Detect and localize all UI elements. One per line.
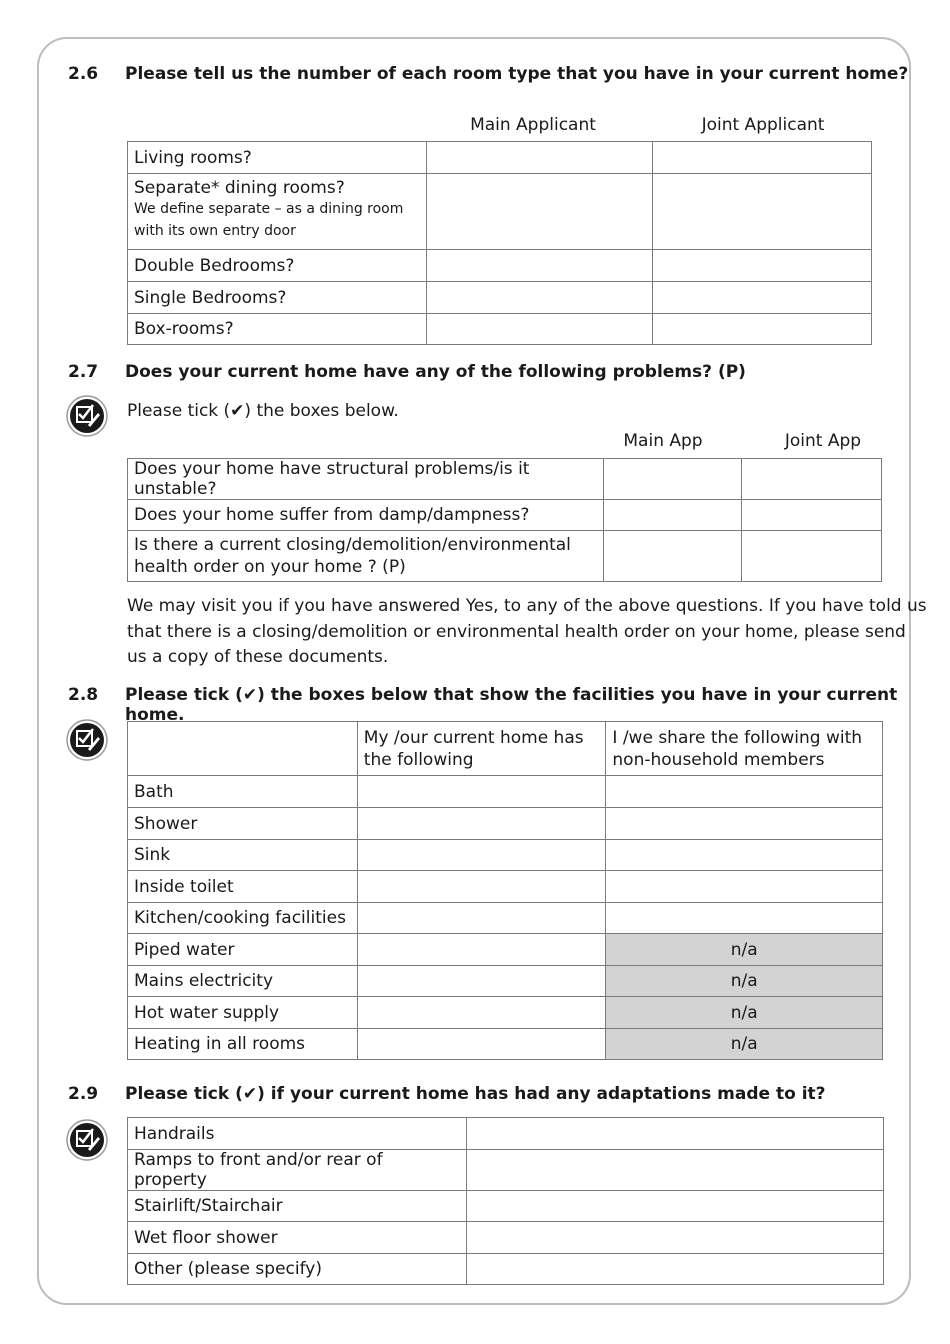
table-row <box>128 500 882 531</box>
table-row <box>128 250 872 282</box>
main-app-header: Main App <box>623 431 703 451</box>
kitchen-has-checkbox[interactable] <box>357 903 606 934</box>
joint-app-header: Joint App <box>784 431 862 451</box>
row-label: Hot water supply <box>128 997 358 1029</box>
section-2-8-title: Please tick (✔) the boxes below that show the facilities you have in your current home. <box>125 685 898 725</box>
joint-damp-checkbox[interactable] <box>742 500 882 531</box>
row-label: Stairlift/Stairchair <box>128 1191 467 1222</box>
main-closing-order-checkbox[interactable] <box>603 531 742 582</box>
section-2-9-title: Please tick (✔) if your current home has had any adaptations made to it? <box>125 1084 826 1104</box>
table-row <box>128 776 883 808</box>
joint-double-bedrooms-input[interactable] <box>653 250 872 282</box>
table-row <box>128 997 883 1029</box>
inside-toilet-has-checkbox[interactable] <box>357 871 606 903</box>
separate-note-line-2: with its own entry door <box>134 223 296 239</box>
header-line-1: I /we share the following with <box>612 727 863 748</box>
header-line-2: non-household members <box>612 749 825 770</box>
main-structural-checkbox[interactable] <box>603 459 742 500</box>
joint-applicant-header: Joint Applicant <box>701 115 825 135</box>
row-label: Piped water <box>128 934 358 966</box>
row-label: Double Bedrooms? <box>128 250 427 282</box>
table-row <box>128 531 882 582</box>
share-with-header <box>606 722 883 776</box>
table-row <box>128 966 883 997</box>
joint-dining-rooms-input[interactable] <box>653 174 872 250</box>
table-row <box>128 459 882 500</box>
kitchen-share-checkbox[interactable] <box>606 903 883 934</box>
table-row <box>128 142 872 174</box>
section-2-9-number: 2.9 <box>68 1084 99 1104</box>
bath-has-checkbox[interactable] <box>357 776 606 808</box>
visit-note-line-2: that there is a closing/demolition or environmental health order on your home, please send <box>127 621 906 642</box>
visit-note <box>127 594 927 671</box>
ramps-checkbox[interactable] <box>466 1150 883 1191</box>
main-applicant-header: Main Applicant <box>470 115 596 135</box>
tick-form-icon <box>66 395 108 437</box>
row-label: Heating in all rooms <box>128 1029 358 1060</box>
shower-has-checkbox[interactable] <box>357 808 606 840</box>
section-2-6-title: Please tell us the number of each room type that you have in your current home? <box>125 64 909 84</box>
main-living-rooms-input[interactable] <box>426 142 653 174</box>
table-row <box>128 314 872 345</box>
row-label: Mains electricity <box>128 966 358 997</box>
row-label: Shower <box>128 808 358 840</box>
main-single-bedrooms-input[interactable] <box>426 282 653 314</box>
na-cell: n/a <box>606 966 883 997</box>
row-label-line-1: Is there a current closing/demolition/environmental <box>134 535 571 555</box>
sink-has-checkbox[interactable] <box>357 840 606 871</box>
joint-closing-order-checkbox[interactable] <box>742 531 882 582</box>
row-label: Single Bedrooms? <box>128 282 427 314</box>
row-label: Wet floor shower <box>128 1222 467 1254</box>
other-specify-input[interactable] <box>466 1254 883 1285</box>
table-row <box>128 808 883 840</box>
table-row <box>128 1254 884 1285</box>
adaptations-table <box>127 1117 884 1285</box>
row-label: Ramps to front and/or rear of property <box>128 1150 467 1191</box>
tick-instruction: Please tick (✔) the boxes below. <box>127 401 399 421</box>
joint-box-rooms-input[interactable] <box>653 314 872 345</box>
shower-share-checkbox[interactable] <box>606 808 883 840</box>
table-row <box>128 282 872 314</box>
section-2-7-number: 2.7 <box>68 362 99 382</box>
row-label: Sink <box>128 840 358 871</box>
row-label-separate-dining <box>128 174 427 250</box>
separate-note-line-1: We define separate – as a dining room <box>134 201 404 217</box>
heating-has-checkbox[interactable] <box>357 1029 606 1060</box>
row-label: Other (please specify) <box>128 1254 467 1285</box>
main-box-rooms-input[interactable] <box>426 314 653 345</box>
room-count-table <box>127 141 872 345</box>
table-row <box>128 840 883 871</box>
table-header-row <box>128 722 883 776</box>
joint-structural-checkbox[interactable] <box>742 459 882 500</box>
current-home-has-header <box>357 722 606 776</box>
handrails-checkbox[interactable] <box>466 1118 883 1150</box>
tick-form-icon <box>66 1119 108 1161</box>
row-label: Does your home suffer from damp/dampness? <box>128 500 604 531</box>
bath-share-checkbox[interactable] <box>606 776 883 808</box>
joint-single-bedrooms-input[interactable] <box>653 282 872 314</box>
facilities-table <box>127 721 883 1060</box>
joint-living-rooms-input[interactable] <box>653 142 872 174</box>
main-double-bedrooms-input[interactable] <box>426 250 653 282</box>
hot-water-has-checkbox[interactable] <box>357 997 606 1029</box>
row-label-line-2: health order on your home ? (P) <box>134 557 406 577</box>
blank-header-cell <box>128 722 358 776</box>
table-row <box>128 174 872 250</box>
section-2-6-number: 2.6 <box>68 64 99 84</box>
mains-electricity-has-checkbox[interactable] <box>357 966 606 997</box>
main-damp-checkbox[interactable] <box>603 500 742 531</box>
piped-water-has-checkbox[interactable] <box>357 934 606 966</box>
row-label: Kitchen/cooking facilities <box>128 903 358 934</box>
row-label: Living rooms? <box>128 142 427 174</box>
table-row <box>128 934 883 966</box>
stairlift-checkbox[interactable] <box>466 1191 883 1222</box>
row-label: Box-rooms? <box>128 314 427 345</box>
table-row <box>128 903 883 934</box>
inside-toilet-share-checkbox[interactable] <box>606 871 883 903</box>
header-line-1: My /our current home has <box>363 727 584 748</box>
row-label: Inside toilet <box>128 871 358 903</box>
main-dining-rooms-input[interactable] <box>426 174 653 250</box>
na-cell: n/a <box>606 1029 883 1060</box>
table-row <box>128 1191 884 1222</box>
na-cell: n/a <box>606 934 883 966</box>
section-2-8-number: 2.8 <box>68 685 99 705</box>
na-cell: n/a <box>606 997 883 1029</box>
row-label: Handrails <box>128 1118 467 1150</box>
header-line-2: the following <box>363 749 474 770</box>
table-row <box>128 1222 884 1254</box>
visit-note-line-3: us a copy of these documents. <box>127 647 389 667</box>
table-row <box>128 1118 884 1150</box>
sink-share-checkbox[interactable] <box>606 840 883 871</box>
table-row <box>128 1150 884 1191</box>
row-label-closing-order <box>128 531 604 582</box>
table-row <box>128 871 883 903</box>
table-row <box>128 1029 883 1060</box>
section-2-7-title: Does your current home have any of the following problems? (P) <box>125 362 746 382</box>
problems-table <box>127 458 882 582</box>
row-label: Bath <box>128 776 358 808</box>
row-label: Does your home have structural problems/is it unstable? <box>128 459 604 500</box>
row-label: Separate* dining rooms? <box>134 178 345 198</box>
wet-floor-shower-checkbox[interactable] <box>466 1222 883 1254</box>
tick-form-icon <box>66 719 108 761</box>
visit-note-line-1: We may visit you if you have answered Yes, to any of the above questions. If you have told us <box>127 596 927 616</box>
